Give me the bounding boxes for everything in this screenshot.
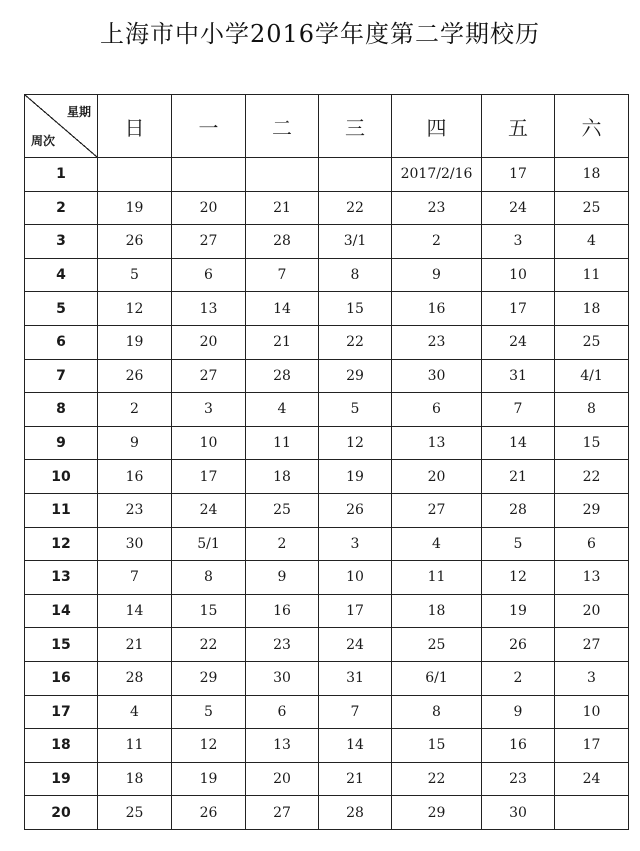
- date-cell: 17: [482, 292, 555, 326]
- date-cell: 7: [482, 393, 555, 427]
- table-row: [25, 796, 629, 830]
- week-number-cell: 3: [25, 225, 98, 259]
- date-cell: 31: [482, 359, 555, 393]
- date-cell: 2: [98, 393, 172, 427]
- date-cell: 25: [555, 191, 629, 225]
- date-cell: 5: [98, 258, 172, 292]
- date-cell: 18: [555, 158, 629, 192]
- table-row: [25, 527, 629, 561]
- week-number-cell: 16: [25, 661, 98, 695]
- week-number-cell: 11: [25, 493, 98, 527]
- date-cell: 24: [482, 191, 555, 225]
- date-cell: 5: [319, 393, 392, 427]
- day-header-wed: 三: [319, 95, 392, 158]
- date-cell: 4/1: [555, 359, 629, 393]
- date-cell: 30: [98, 527, 172, 561]
- date-cell: 18: [392, 594, 482, 628]
- date-cell: 29: [392, 796, 482, 830]
- date-cell: [555, 796, 629, 830]
- date-cell: 9: [98, 426, 172, 460]
- date-cell: 30: [482, 796, 555, 830]
- table-row: [25, 561, 629, 595]
- date-cell: 24: [319, 628, 392, 662]
- header-row: [25, 95, 629, 158]
- date-cell: 20: [555, 594, 629, 628]
- school-calendar-table: [24, 94, 629, 830]
- date-cell: 11: [246, 426, 319, 460]
- date-cell: 8: [319, 258, 392, 292]
- week-number-cell: 6: [25, 325, 98, 359]
- week-number-cell: 9: [25, 426, 98, 460]
- date-cell: 28: [98, 661, 172, 695]
- date-cell: 23: [246, 628, 319, 662]
- date-cell: 4: [392, 527, 482, 561]
- date-cell: 27: [246, 796, 319, 830]
- date-cell: 19: [172, 762, 246, 796]
- date-cell: 19: [482, 594, 555, 628]
- date-cell: 12: [98, 292, 172, 326]
- date-cell: 19: [98, 191, 172, 225]
- date-cell: 6/1: [392, 661, 482, 695]
- date-cell: 28: [246, 225, 319, 259]
- date-cell: 3: [555, 661, 629, 695]
- date-cell: 13: [392, 426, 482, 460]
- date-cell: 31: [319, 661, 392, 695]
- table-row: [25, 762, 629, 796]
- date-cell: 2017/2/16: [392, 158, 482, 192]
- date-cell: 18: [98, 762, 172, 796]
- date-cell: 4: [246, 393, 319, 427]
- week-number-cell: 7: [25, 359, 98, 393]
- date-cell: 19: [98, 325, 172, 359]
- date-cell: 10: [555, 695, 629, 729]
- date-cell: 22: [319, 325, 392, 359]
- date-cell: 22: [319, 191, 392, 225]
- date-cell: 16: [98, 460, 172, 494]
- date-cell: 27: [555, 628, 629, 662]
- date-cell: 28: [482, 493, 555, 527]
- date-cell: 12: [172, 729, 246, 763]
- date-cell: 26: [482, 628, 555, 662]
- date-cell: 15: [319, 292, 392, 326]
- date-cell: 24: [482, 325, 555, 359]
- date-cell: 15: [172, 594, 246, 628]
- date-cell: 9: [482, 695, 555, 729]
- date-cell: 23: [482, 762, 555, 796]
- date-cell: 22: [555, 460, 629, 494]
- week-number-cell: 15: [25, 628, 98, 662]
- table-row: [25, 695, 629, 729]
- date-cell: 25: [98, 796, 172, 830]
- date-cell: 23: [98, 493, 172, 527]
- week-number-cell: 2: [25, 191, 98, 225]
- date-cell: 14: [482, 426, 555, 460]
- date-cell: 28: [319, 796, 392, 830]
- date-cell: 20: [392, 460, 482, 494]
- date-cell: 12: [319, 426, 392, 460]
- date-cell: 16: [392, 292, 482, 326]
- table-row: [25, 661, 629, 695]
- table-row: [25, 359, 629, 393]
- week-number-cell: 10: [25, 460, 98, 494]
- date-cell: 6: [555, 527, 629, 561]
- date-cell: 15: [392, 729, 482, 763]
- date-cell: 11: [392, 561, 482, 595]
- date-cell: 7: [319, 695, 392, 729]
- date-cell: 18: [246, 460, 319, 494]
- date-cell: 20: [246, 762, 319, 796]
- week-number-cell: 1: [25, 158, 98, 192]
- date-cell: 16: [482, 729, 555, 763]
- date-cell: 26: [98, 225, 172, 259]
- date-cell: 3: [482, 225, 555, 259]
- table-row: [25, 225, 629, 259]
- date-cell: 17: [172, 460, 246, 494]
- date-cell: 21: [319, 762, 392, 796]
- date-cell: 22: [392, 762, 482, 796]
- date-cell: 25: [246, 493, 319, 527]
- date-cell: 26: [319, 493, 392, 527]
- date-cell: 14: [319, 729, 392, 763]
- date-cell: 10: [482, 258, 555, 292]
- date-cell: 27: [172, 359, 246, 393]
- date-cell: 26: [98, 359, 172, 393]
- week-number-cell: 19: [25, 762, 98, 796]
- calendar-body: [25, 158, 629, 830]
- week-number-cell: 13: [25, 561, 98, 595]
- date-cell: [319, 158, 392, 192]
- table-row: [25, 325, 629, 359]
- date-cell: 29: [555, 493, 629, 527]
- week-number-cell: 8: [25, 393, 98, 427]
- date-cell: 21: [246, 325, 319, 359]
- date-cell: 5/1: [172, 527, 246, 561]
- date-cell: 29: [319, 359, 392, 393]
- table-row: [25, 191, 629, 225]
- date-cell: 18: [555, 292, 629, 326]
- table-row: [25, 594, 629, 628]
- date-cell: 2: [246, 527, 319, 561]
- date-cell: 10: [319, 561, 392, 595]
- date-cell: 13: [172, 292, 246, 326]
- week-number-cell: 14: [25, 594, 98, 628]
- date-cell: 27: [172, 225, 246, 259]
- date-cell: 21: [246, 191, 319, 225]
- date-cell: 3: [172, 393, 246, 427]
- date-cell: 23: [392, 191, 482, 225]
- date-cell: 26: [172, 796, 246, 830]
- date-cell: 19: [319, 460, 392, 494]
- date-cell: 8: [392, 695, 482, 729]
- date-cell: 5: [172, 695, 246, 729]
- date-cell: 20: [172, 191, 246, 225]
- date-cell: [98, 158, 172, 192]
- date-cell: 8: [555, 393, 629, 427]
- date-cell: 3: [319, 527, 392, 561]
- date-cell: 7: [98, 561, 172, 595]
- table-row: [25, 158, 629, 192]
- date-cell: 24: [555, 762, 629, 796]
- table-row: [25, 292, 629, 326]
- date-cell: 21: [98, 628, 172, 662]
- date-cell: 6: [246, 695, 319, 729]
- date-cell: 8: [172, 561, 246, 595]
- date-cell: 23: [392, 325, 482, 359]
- day-header-sun: 日: [98, 95, 172, 158]
- day-header-mon: 一: [172, 95, 246, 158]
- table-row: [25, 628, 629, 662]
- date-cell: 16: [246, 594, 319, 628]
- date-cell: 17: [555, 729, 629, 763]
- week-number-cell: 20: [25, 796, 98, 830]
- date-cell: 27: [392, 493, 482, 527]
- date-cell: 11: [555, 258, 629, 292]
- day-header-tue: 二: [246, 95, 319, 158]
- week-number-cell: 18: [25, 729, 98, 763]
- date-cell: 11: [98, 729, 172, 763]
- week-number-cell: 4: [25, 258, 98, 292]
- date-cell: 9: [392, 258, 482, 292]
- date-cell: 3/1: [319, 225, 392, 259]
- date-cell: 14: [246, 292, 319, 326]
- week-number-cell: 5: [25, 292, 98, 326]
- date-cell: 14: [98, 594, 172, 628]
- table-row: [25, 460, 629, 494]
- date-cell: 17: [319, 594, 392, 628]
- date-cell: 15: [555, 426, 629, 460]
- date-cell: 2: [482, 661, 555, 695]
- date-cell: 12: [482, 561, 555, 595]
- date-cell: 28: [246, 359, 319, 393]
- date-cell: 4: [98, 695, 172, 729]
- weekday-corner-label: 星期: [66, 105, 91, 119]
- date-cell: 2: [392, 225, 482, 259]
- date-cell: 21: [482, 460, 555, 494]
- date-cell: 7: [246, 258, 319, 292]
- date-cell: 24: [172, 493, 246, 527]
- date-cell: 25: [392, 628, 482, 662]
- date-cell: [172, 158, 246, 192]
- week-number-corner-label: 周次: [31, 134, 56, 148]
- date-cell: 10: [172, 426, 246, 460]
- date-cell: 6: [172, 258, 246, 292]
- date-cell: 5: [482, 527, 555, 561]
- date-cell: 29: [172, 661, 246, 695]
- corner-header: [25, 95, 98, 158]
- date-cell: 17: [482, 158, 555, 192]
- week-number-cell: 17: [25, 695, 98, 729]
- date-cell: 20: [172, 325, 246, 359]
- table-row: [25, 426, 629, 460]
- date-cell: 30: [246, 661, 319, 695]
- date-cell: 6: [392, 393, 482, 427]
- date-cell: 22: [172, 628, 246, 662]
- date-cell: 4: [555, 225, 629, 259]
- table-row: [25, 729, 629, 763]
- table-row: [25, 393, 629, 427]
- date-cell: 9: [246, 561, 319, 595]
- day-header-fri: 五: [482, 95, 555, 158]
- date-cell: 13: [555, 561, 629, 595]
- week-number-cell: 12: [25, 527, 98, 561]
- page-title: 上海市中小学2016学年度第二学期校历: [99, 20, 541, 48]
- table-row: [25, 493, 629, 527]
- date-cell: [246, 158, 319, 192]
- date-cell: 25: [555, 325, 629, 359]
- day-header-thu: 四: [392, 95, 482, 158]
- date-cell: 30: [392, 359, 482, 393]
- table-row: [25, 258, 629, 292]
- day-header-sat: 六: [555, 95, 629, 158]
- date-cell: 13: [246, 729, 319, 763]
